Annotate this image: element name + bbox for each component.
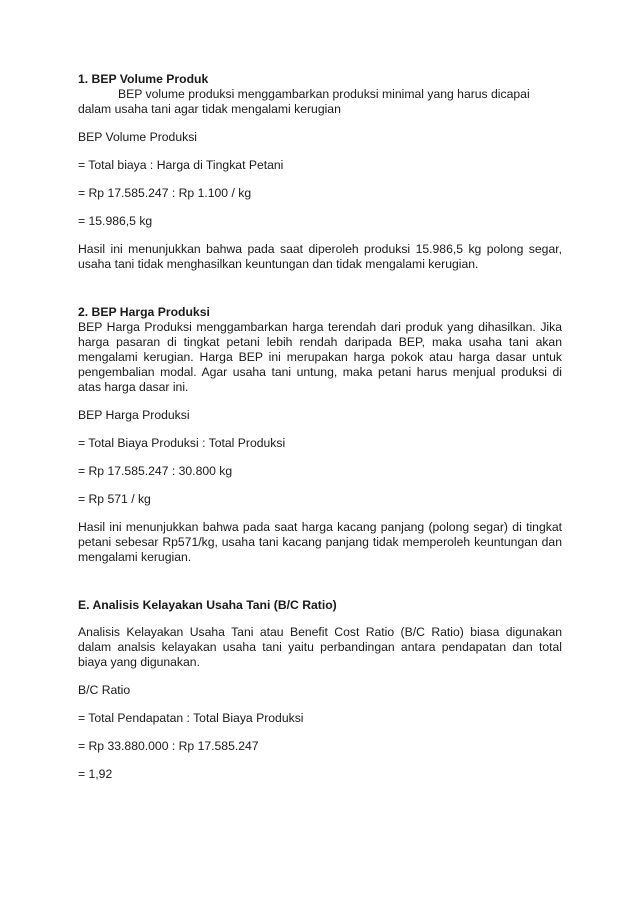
section-intro-bc-ratio: Analisis Kelayakan Usaha Tani atau Benefit Cost Ratio (B/C Ratio) biasa digunakan dalam analsis kelayakan usaha tani yaitu perbandingan antara pendapatan dan total biaya yang digunakan. <box>78 625 562 669</box>
document-page <box>78 72 562 782</box>
section-heading-bep-harga: 2. BEP Harga Produksi <box>78 305 210 319</box>
calculation-line-bc-ratio: = Rp 33.880.000 : Rp 17.585.247 <box>78 739 259 753</box>
formula-label-bep-volume: BEP Volume Produksi <box>78 130 198 144</box>
section-intro-bep-harga: BEP Harga Produksi menggambarkan harga terendah dari produk yang dihasilkan. Jika harga pasaran di tingkat petani lebih rendah daripada BEP, maka usaha tani akan mengalami kerugian. Harga BEP ini merupakan harga pokok atau harga dasar untuk pengembalian modal. Agar usaha tani untung, maka petani harus menjual produksi di atas harga dasar ini. <box>78 320 562 394</box>
formula-line-bc-ratio: = Total Pendapatan : Total Biaya Produksi <box>78 711 304 725</box>
section-intro-bep-volume: BEP volume produksi menggambarkan produksi minimal yang harus dicapai dalam usaha tani agar tidak mengalami kerugian <box>78 87 530 116</box>
section-heading-bep-volume: 1. BEP Volume Produk <box>78 72 209 86</box>
formula-line-bep-volume: = Total biaya : Harga di Tingkat Petani <box>78 158 284 172</box>
result-line-bep-volume: = 15.986,5 kg <box>78 214 153 228</box>
formula-label-bep-harga: BEP Harga Produksi <box>78 408 190 422</box>
calculation-line-bep-volume: = Rp 17.585.247 : Rp 1.100 / kg <box>78 186 252 200</box>
result-line-bep-harga: = Rp 571 / kg <box>78 492 151 506</box>
conclusion-bep-volume: Hasil ini menunjukkan bahwa pada saat diperoleh produksi 15.986,5 kg polong segar, usaha tani tidak menghasilkan keuntungan dan tidak mengalami kerugian. <box>78 242 562 271</box>
formula-label-bc-ratio: B/C Ratio <box>78 683 131 697</box>
calculation-line-bep-harga: = Rp 17.585.247 : 30.800 kg <box>78 464 233 478</box>
section-heading-bc-ratio: E. Analisis Kelayakan Usaha Tani (B/C Ratio) <box>78 598 337 612</box>
result-line-bc-ratio: = 1,92 <box>78 767 113 781</box>
conclusion-bep-harga: Hasil ini menunjukkan bahwa pada saat harga kacang panjang (polong segar) di tingkat petani sebesar Rp571/kg, usaha tani kacang panjang tidak memperoleh keuntungan dan mengalami kerugian. <box>78 520 562 564</box>
formula-line-bep-harga: = Total Biaya Produksi : Total Produksi <box>78 436 286 450</box>
